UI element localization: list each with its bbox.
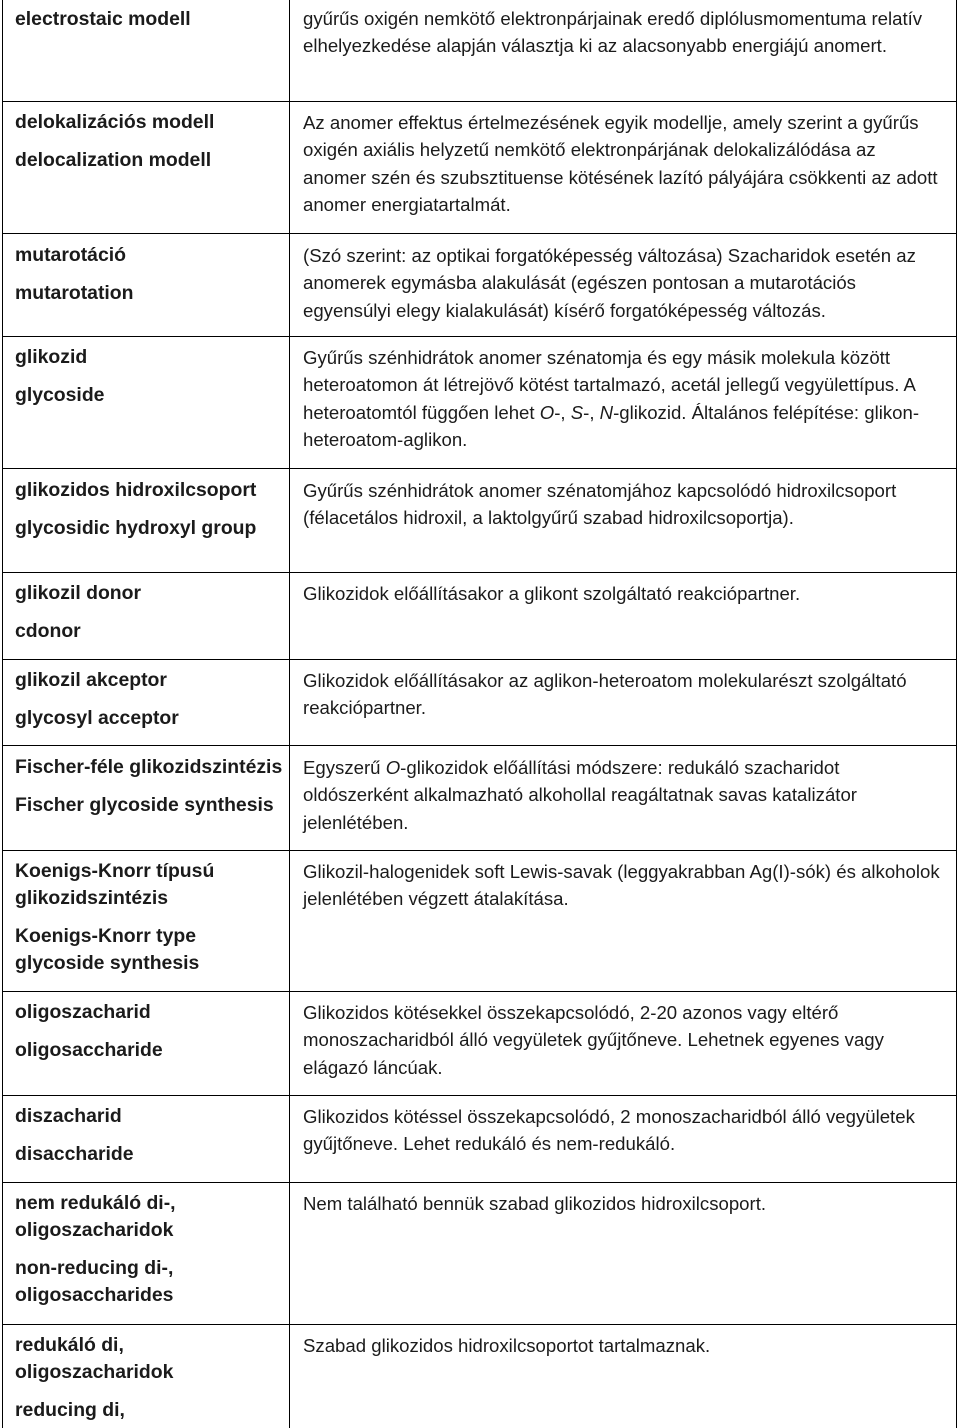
term-cell (15, 1103, 283, 1168)
row-divider (2, 101, 957, 102)
term-english: delocalization modell (15, 149, 212, 171)
term-cell (15, 1190, 283, 1309)
row-divider (2, 336, 957, 337)
definition-cell: Glikozidok előállításakor a glikont szolgáltató reakciópartner. (303, 583, 801, 604)
term-english: glycoside (15, 384, 105, 406)
term-english: Fischer glycoside synthesis (15, 794, 274, 816)
definition-cell: Glikozidos kötésekkel összekapcsolódó, 2-20 azonos vagy eltérő monoszacharidból álló vegyületek gyűjtőneve. Lehetnek egyenes vagy elágazó láncúak. (303, 1002, 884, 1078)
definition-cell: Glikozidok előállításakor az aglikon-heteroatom molekularészt szolgáltató reakciópartner. (303, 670, 907, 719)
term-cell (15, 344, 283, 409)
row-divider (2, 991, 957, 992)
term-hungarian: Koenigs-Knorr típusú glikozidszintézis (15, 860, 215, 909)
definition-cell: Szabad glikozidos hidroxilcsoportot tartalmaznak. (303, 1335, 711, 1356)
definition-cell: gyűrűs oxigén nemkötő elektronpárjainak eredő diplólusmomentuma relatív elhelyezkedése alapján választja ki az alacsonyabb energiájú anomert. (303, 8, 923, 57)
column-divider (289, 0, 290, 1428)
term-cell (15, 754, 283, 819)
row-divider (2, 1324, 957, 1325)
row-divider (2, 572, 957, 573)
definition-cell: Gyűrűs szénhidrátok anomer szénatomjához kapcsolódó hidroxilcsoport (félacetálos hidroxil, a laktolgyűrű szabad hidroxilcsoportja). (303, 480, 897, 529)
definition-cell: Glikozil-halogenidek soft Lewis-savak (leggyakrabban Ag(I)-sók) és alkoholok jelenlétében végzett átalakítása. (303, 861, 940, 910)
def-italic: S (570, 401, 584, 423)
term-english: Koenigs-Knorr type glycoside synthesis (15, 925, 200, 974)
term-hungarian: glikozil akceptor (15, 669, 167, 691)
term-cell (15, 667, 283, 732)
term-cell (15, 109, 283, 174)
term-hungarian: Fischer-féle glikozidszintézis (15, 756, 283, 778)
definition-cell (303, 344, 943, 453)
term-english: reducing di, (15, 1399, 125, 1421)
definition-cell: Nem található bennük szabad glikozidos hidroxilcsoport. (303, 1193, 767, 1214)
term-hungarian: nem redukáló di-, oligoszacharidok (15, 1192, 176, 1241)
term-hungarian: glikozid (15, 346, 88, 368)
definition-cell: Glikozidos kötéssel összekapcsolódó, 2 monoszacharidból álló vegyületek gyűjtőneve. Lehet redukáló és nem-redukáló. (303, 1106, 915, 1155)
def-text: -, (583, 401, 600, 423)
def-text: Gyűrűs szénhidrátok anomer szénatomja és egy másik molekula között heteroatomon át létrejövő kötést tartalmazó, acetál jellegű vegyülettípus. A heteroatomtól függően lehet (303, 347, 915, 423)
term-hungarian: glikozil donor (15, 582, 142, 604)
term-cell (15, 999, 283, 1064)
def-text: -, (554, 401, 571, 423)
term-english: disaccharide (15, 1143, 134, 1165)
term-hungarian: delokalizációs modell (15, 111, 215, 133)
term-english: glycosyl acceptor (15, 707, 179, 729)
def-text: -glikozidok előállítási módszere: redukáló szacharidot oldószerként alkalmazható alkohollal reagáltatnak savas katalizátor jelenlétében. (303, 757, 857, 833)
term-cell (15, 6, 283, 33)
def-text: -glikozid. Általános felépítése: glikon-heteroatom-aglikon. (303, 401, 920, 450)
def-italic: O (385, 757, 401, 778)
term-cell (15, 242, 283, 307)
row-divider (2, 468, 957, 469)
row-divider (2, 659, 957, 660)
term-english: cdonor (15, 620, 81, 642)
term-hungarian: glikozidos hidroxilcsoport (15, 479, 257, 501)
term-english: non-reducing di-, oligosaccharides (15, 1257, 174, 1306)
term-cell (15, 1332, 283, 1424)
term-hungarian: redukáló di, oligoszacharidok (15, 1334, 174, 1383)
row-divider (2, 1095, 957, 1096)
row-divider (2, 233, 957, 234)
definition-cell (303, 754, 943, 836)
row-divider (2, 745, 957, 746)
term-hungarian: oligoszacharid (15, 1001, 151, 1023)
term-cell (15, 477, 283, 542)
definition-cell: Az anomer effektus értelmezésének egyik modellje, amely szerint a gyűrűs oxigén axiális helyzetű nemkötő elektronpárjának delokalizálódása az anomer szén és szubsztituense kötésének lazító pályájára csökkenti az adott anomer energiatartalmát. (303, 112, 938, 215)
term-hungarian: electrostaic modell (15, 8, 191, 30)
def-italic: O (539, 401, 555, 423)
def-italic: N (599, 401, 614, 423)
term-hungarian: diszacharid (15, 1105, 122, 1127)
row-divider (2, 1182, 957, 1183)
term-cell (15, 580, 283, 645)
def-text: Egyszerű (303, 757, 386, 778)
term-english: glycosidic hydroxyl group (15, 517, 257, 539)
term-english: mutarotation (15, 282, 134, 304)
definition-cell: (Szó szerint: az optikai forgatóképesség változása) Szacharidok esetén az anomerek egymásba alakulását (egészen pontosan a mutarotációs egyensúlyi elegy kialakulását) kísérő forgatóképesség változás. (303, 245, 916, 321)
row-divider (2, 850, 957, 851)
term-hungarian: mutarotáció (15, 244, 126, 266)
term-english: oligosaccharide (15, 1039, 163, 1061)
term-cell (15, 858, 283, 977)
